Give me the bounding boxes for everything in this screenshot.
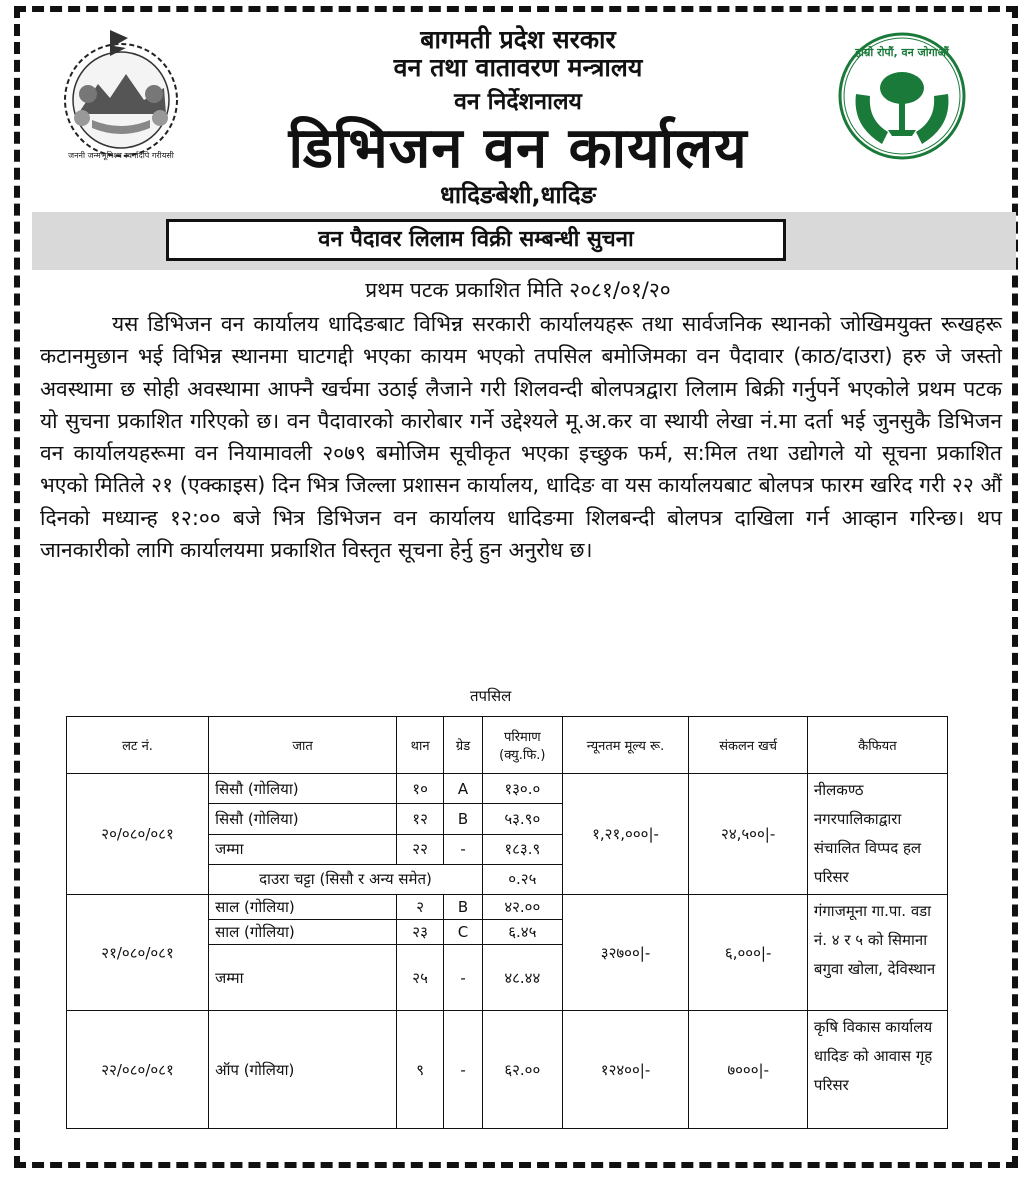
- notice-title: वन पैदावर लिलाम विक्री सम्बन्धी सुचना: [166, 219, 786, 261]
- directorate-heading: वन निर्देशनालय: [454, 89, 582, 115]
- min-price-cell: ३२७००|-: [562, 895, 689, 1011]
- table-row: [67, 1011, 948, 1129]
- notice-body: यस डिभिजन वन कार्यालय धादिङबाट विभिन्न सरकारी कार्यालयहरू तथा सार्वजनिक स्थानको जोखिमयुक्त रूखहरू कटानमुछान भई विभिन्न स्थानमा घाटगद्दी भएका कायम भएको तपसिल बमोजिमका वन पैदावार (काठ/दाउरा) हरु जे जस्तो अवस्थामा छ सोही अवस्थामा आफ्नै खर्चमा उठाई लैजाने गरी शिलवन्दी बोलपत्रद्वारा लिलाम बिक्री गर्नुपर्ने भएकोले प्रथम पटक यो सुचना प्रकाशित गरिएको छ। वन पैदावारको कारोबार गर्ने उद्देश्यले मू.अ.कर वा स्थायी लेखा नं.मा दर्ता भई जुनसुकै डिभिजन वन कार्यालयहरूमा वन नियामावली २०७९ बमोजिम सूचीकृत भएका इच्छुक फर्म, स:मिल तथा उद्योगले यो सूचना प्रकाशित भएको मितिले २१ (एक्काइस) दिन भित्र जिल्ला प्रशासन कार्यालय, धादिङ वा यस कार्यालयबाट बोलपत्र फारम खरिद गरी २२ औं दिनको मध्यान्ह १२:०० बजे भित्र डिभिजन वन कार्यालय धादिङमा शिलबन्दी बोलपत्र दाखिला गर्न आव्हान गरिन्छ। थप जानकारीको लागि कार्यालयमा प्रकाशित विस्तृत सूचना हेर्नु हुन अनुरोध छ।: [40, 312, 1002, 563]
- quantity-cell: ६२.००: [482, 1011, 562, 1129]
- than-cell: २: [397, 895, 444, 920]
- grade-cell: C: [444, 920, 483, 945]
- quantity-cell: ०.२५: [482, 864, 562, 894]
- than-cell: ९: [397, 1011, 444, 1129]
- remarks-cell: नीलकण्ठ नगरपालिकाद्वारा संचालित विप्पद हल परिसर: [807, 774, 947, 895]
- quantity-cell: १३०.०: [482, 774, 562, 804]
- remarks-cell: गंगाजमूना गा.पा. वडा नं. ४ र ५ को सिमाना बगुवा खोला, देविस्थान: [807, 895, 947, 1011]
- grade-cell: -: [444, 945, 483, 1011]
- collection-cost-cell: ७०००|-: [689, 1011, 808, 1129]
- grade-cell: -: [444, 1011, 483, 1129]
- grade-cell: B: [444, 895, 483, 920]
- table-caption: तपसिल: [470, 687, 512, 705]
- species-cell: साल (गोलिया): [209, 895, 397, 920]
- than-cell: २२: [397, 834, 444, 864]
- lot-number: २१/०८०/०८१: [67, 895, 209, 1011]
- than-cell: १०: [397, 774, 444, 804]
- collection-cost-cell: २४,५००|-: [689, 774, 808, 895]
- than-cell: २३: [397, 920, 444, 945]
- remarks-cell: कृषि विकास कार्यालय धादिङ को आवास गृह परिसर: [807, 1011, 947, 1129]
- grade-cell: A: [444, 774, 483, 804]
- than-cell: १२: [397, 804, 444, 834]
- header-than: थान: [397, 717, 444, 774]
- lot-number: २२/०८०/०८१: [67, 1011, 209, 1129]
- header-lot: लट नं.: [67, 717, 209, 774]
- than-cell: २५: [397, 945, 444, 1011]
- species-cell: सिसौ (गोलिया): [209, 774, 397, 804]
- min-price-cell: १२४००|-: [562, 1011, 689, 1129]
- lot-number: २०/०८०/०८१: [67, 774, 209, 895]
- quantity-cell: १८३.९: [482, 834, 562, 864]
- grade-cell: B: [444, 804, 483, 834]
- collection-cost-cell: ६,०००|-: [689, 895, 808, 1011]
- table-row: [67, 895, 948, 920]
- office-location: धादिङबेशी,धादिङ: [440, 181, 596, 209]
- emblem-motto: जननी जन्मभूमिश्च स्वर्गादपि गरीयसी: [68, 151, 174, 160]
- grade-cell: -: [444, 834, 483, 864]
- logo-slogan: हाम्रो रोपौं, वन जोगाऔं: [855, 46, 949, 59]
- header-min-price: न्यूनतम मूल्य रू.: [562, 717, 689, 774]
- header-collection-cost: संकलन खर्च: [689, 717, 808, 774]
- table-header-row: [67, 717, 948, 774]
- header-quantity-line1: परिमाण: [503, 730, 541, 745]
- species-cell: जम्मा: [209, 945, 397, 1011]
- quantity-cell: ६.४५: [482, 920, 562, 945]
- lot-table: [66, 716, 948, 1129]
- ministry-heading: वन तथा वातावरण मन्त्रालय: [393, 53, 643, 82]
- quantity-cell: ४८.४४: [482, 945, 562, 1011]
- species-cell: साल (गोलिया): [209, 920, 397, 945]
- species-cell: सिसौ (गोलिया): [209, 804, 397, 834]
- header-quantity: [482, 717, 562, 774]
- header-quantity-line2: (क्यु.फि.): [499, 748, 546, 763]
- office-title: डिभिजन वन कार्यालय: [288, 116, 748, 181]
- header-species: जात: [209, 717, 397, 774]
- species-cell: जम्मा: [209, 834, 397, 864]
- quantity-cell: ४२.००: [482, 895, 562, 920]
- header-grade: ग्रेड: [444, 717, 483, 774]
- firewood-label-cell: दाउरा चट्टा (सिसौ र अन्य समेत): [209, 864, 483, 894]
- table-row: [67, 774, 948, 804]
- province-government-heading: बागमती प्रदेश सरकार: [420, 25, 616, 54]
- species-cell: ऑप (गोलिया): [209, 1011, 397, 1129]
- header-remarks: कैफियत: [807, 717, 947, 774]
- publish-date-line: प्रथम पटक प्रकाशित मिति २०८१/०१/२०: [365, 278, 671, 302]
- min-price-cell: १,२१,०००|-: [562, 774, 689, 895]
- quantity-cell: ५३.९०: [482, 804, 562, 834]
